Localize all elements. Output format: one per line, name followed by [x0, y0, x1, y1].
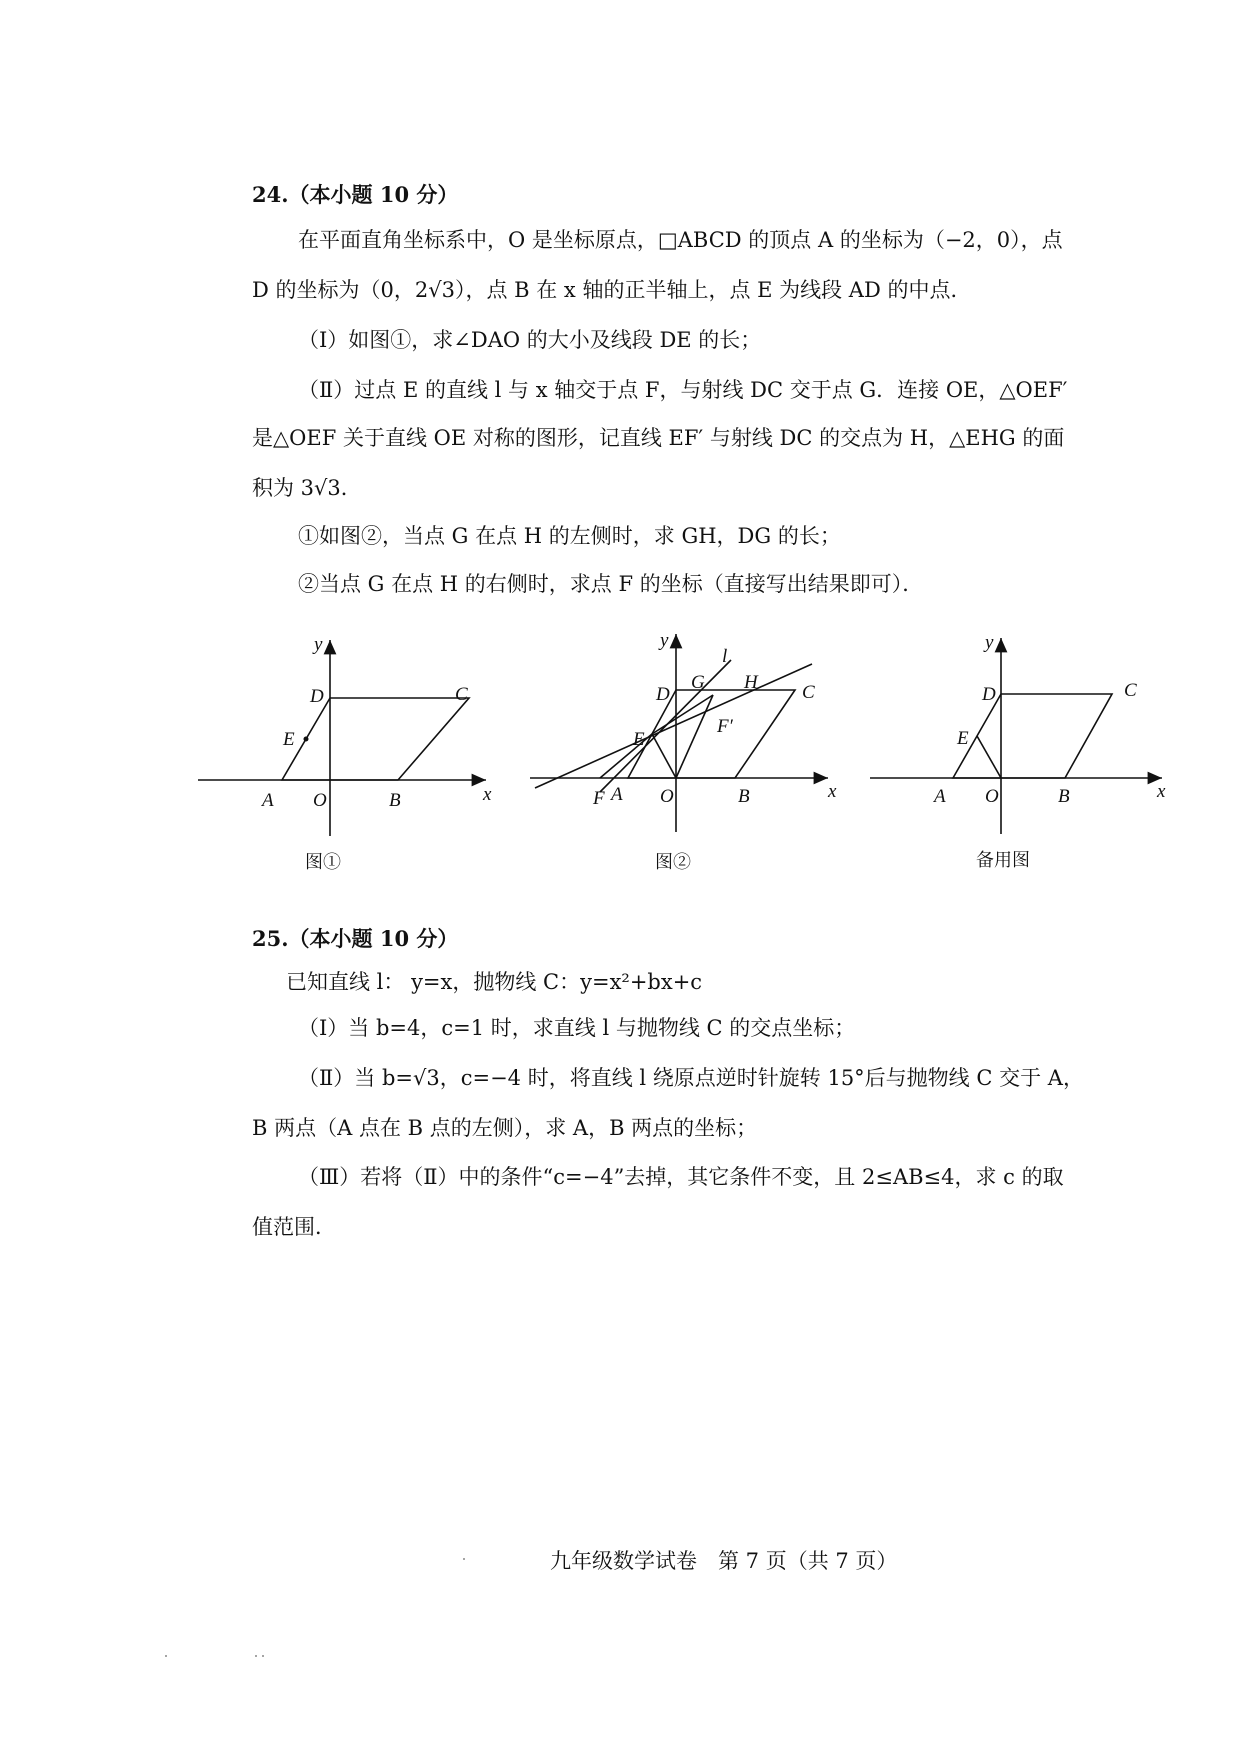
- figure-1-labels: [260, 634, 492, 811]
- scan-speck: [262, 1655, 264, 1657]
- fig1-point-e: [304, 737, 309, 742]
- page-footer: 九年级数学试卷 第 7 页（共 7 页）: [550, 1549, 898, 1573]
- q24-part-2: （Ⅱ）过点 E 的直线 l 与 x 轴交于点 F，与射线 DC 交于点 G．连接 OE，△OEF′: [298, 378, 1068, 402]
- q24-subpart-2: ②当点 G 在点 H 的右侧时，求点 F 的坐标（直接写出结果即可）．: [298, 572, 924, 596]
- fig3-label-b: B: [1058, 786, 1070, 807]
- fig3-label-o: O: [985, 786, 999, 807]
- fig2-label-o: O: [660, 786, 674, 807]
- fig3-label-x: x: [1157, 781, 1166, 802]
- q24-line-1: 在平面直角坐标系中，O 是坐标原点，□ABCD 的顶点 A 的坐标为（−2，0），点: [298, 228, 1063, 252]
- figure-3-labels: [932, 632, 1166, 807]
- fig2-label-e: E: [633, 729, 645, 750]
- fig2-label-x: x: [828, 781, 837, 802]
- fig3-segment-oe: [977, 736, 1001, 778]
- fig1-parallelogram: [282, 698, 469, 780]
- q24-part-1: （Ⅰ）如图①，求∠DAO 的大小及线段 DE 的长；: [298, 328, 762, 352]
- scan-speck: [165, 1655, 167, 1657]
- scan-speck: [255, 1655, 257, 1657]
- fig2-label-y: y: [660, 630, 669, 651]
- fig3-label-a: A: [934, 786, 946, 807]
- fig2-label-f: F: [593, 788, 605, 809]
- fig2-label-f-prime: F′: [717, 716, 733, 737]
- fig1-label-x: x: [483, 784, 492, 805]
- q25-line-1: 已知直线 l： y=x，抛物线 C：y=x²+bx+c: [286, 970, 703, 994]
- figure-3: [870, 638, 1162, 834]
- q25-line-6: 值范围．: [252, 1215, 336, 1239]
- fig2-label-h: H: [744, 672, 758, 693]
- fig1-label-y: y: [314, 634, 323, 655]
- fig2-segment-oe: [652, 734, 676, 778]
- fig3-label-y: y: [985, 632, 994, 653]
- fig1-label-e: E: [283, 729, 295, 750]
- q24-line-2: D 的坐标为（0，2√3），点 B 在 x 轴的正半轴上，点 E 为线段 AD 的中点．: [252, 278, 972, 302]
- figure-2-labels: [592, 630, 837, 809]
- fig1-label-b: B: [389, 790, 401, 811]
- figure-1-caption: 图①: [305, 852, 341, 873]
- fig3-label-c: C: [1124, 680, 1137, 701]
- fig2-label-d: D: [656, 684, 670, 705]
- q25-part-2: （Ⅱ）当 b=√3，c=−4 时，将直线 l 绕原点逆时针旋转 15°后与抛物线 C 交于 A，: [298, 1066, 1084, 1090]
- scan-speck: [463, 1558, 465, 1560]
- q24-line-5: 是△OEF 关于直线 OE 对称的图形，记直线 EF′ 与射线 DC 的交点为 H，△EHG 的面: [252, 426, 1065, 450]
- fig2-label-l: l: [722, 646, 728, 667]
- q25-line-4: B 两点（A 点在 B 点的左侧），求 A，B 两点的坐标；: [252, 1116, 758, 1140]
- fig2-label-g: G: [691, 672, 705, 693]
- fig2-label-b: B: [738, 786, 750, 807]
- q24-subpart-1: ①如图②，当点 G 在点 H 的左侧时，求 GH，DG 的长；: [298, 524, 841, 548]
- figure-2: [530, 634, 828, 832]
- question-24-heading: 24.（本小题 10 分）: [252, 182, 459, 207]
- fig1-label-a: A: [262, 790, 274, 811]
- q25-part-3: （Ⅲ）若将（Ⅱ）中的条件“c=−4”去掉，其它条件不变，且 2≤AB≤4，求 c 的取: [298, 1165, 1064, 1189]
- q25-part-1: （Ⅰ）当 b=4，c=1 时，求直线 l 与抛物线 C 的交点坐标；: [298, 1016, 856, 1040]
- fig2-label-c: C: [802, 682, 815, 703]
- fig3-parallelogram: [953, 694, 1112, 778]
- figure-1: [198, 640, 486, 836]
- q24-line-6: 积为 3√3．: [252, 476, 362, 500]
- fig3-label-d: D: [982, 684, 996, 705]
- figure-3-caption: 备用图: [976, 850, 1030, 871]
- fig1-label-d: D: [310, 686, 324, 707]
- fig1-label-o: O: [313, 790, 327, 811]
- fig1-label-c: C: [455, 684, 468, 705]
- fig2-label-a: A: [611, 784, 623, 805]
- figure-2-caption: 图②: [655, 852, 691, 873]
- question-25-heading: 25.（本小题 10 分）: [252, 926, 459, 951]
- fig3-label-e: E: [957, 728, 969, 749]
